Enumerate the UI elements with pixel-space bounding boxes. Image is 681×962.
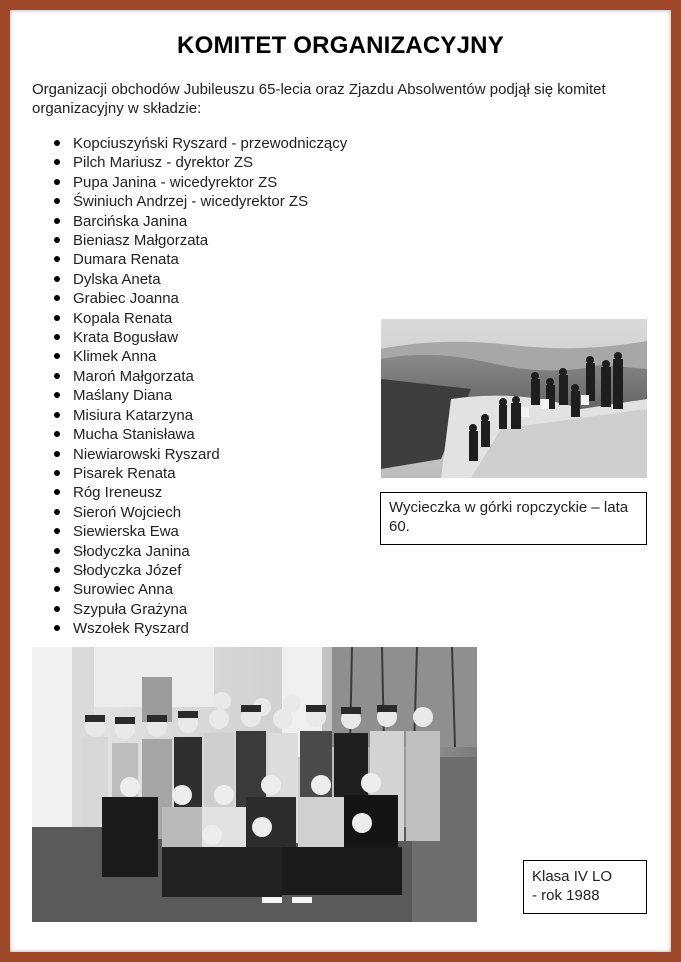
member-name: Róg Ireneusz (73, 484, 163, 502)
member-name: Krata Bogusław (73, 329, 179, 347)
member-list-item (54, 406, 347, 425)
member-name: Słodyczka Józef (73, 561, 182, 579)
bullet-icon (54, 548, 60, 554)
member-name: Dumara Renata (73, 251, 179, 269)
member-list-item (54, 522, 347, 541)
excursion-photo (381, 319, 647, 478)
member-list-item (54, 483, 347, 502)
member-name: Bieniasz Małgorzata (73, 232, 209, 250)
bullet-icon (54, 198, 60, 204)
bullet-icon (54, 567, 60, 573)
member-name: Wszołek Ryszard (73, 620, 189, 638)
member-name: Pilch Mariusz - dyrektor ZS (73, 154, 254, 172)
member-name: Kopciuszyński Ryszard - przewodniczący (73, 135, 348, 152)
member-list-item (54, 464, 347, 483)
member-list-item (54, 619, 347, 638)
bullet-icon (54, 412, 60, 418)
member-name: Niewiarowski Ryszard (73, 445, 220, 463)
member-list-item (54, 425, 347, 444)
bullet-icon (54, 431, 60, 437)
member-list-item (54, 367, 347, 386)
class-caption (523, 860, 647, 914)
member-list-item (54, 542, 347, 561)
member-list-item (54, 153, 347, 172)
member-name: Sieroń Wojciech (73, 503, 182, 521)
page-title: KOMITET ORGANIZACYJNY (177, 32, 504, 59)
member-list-item (54, 212, 347, 231)
excursion-caption: Wycieczka w górki ropczyckie – lata 60. (380, 492, 647, 545)
member-list-item (54, 289, 347, 308)
member-name: Surowiec Anna (73, 581, 174, 599)
member-name: Klimek Anna (73, 348, 157, 366)
bullet-icon (54, 470, 60, 476)
member-list-item (54, 192, 347, 211)
bullet-icon (54, 218, 60, 224)
class-caption-line1: Klasa IV LO (532, 868, 613, 885)
member-list-item (54, 503, 347, 522)
bullet-icon (54, 392, 60, 398)
bullet-icon (54, 159, 60, 165)
bullet-icon (54, 334, 60, 340)
member-name: Grabiec Joanna (73, 290, 179, 308)
bullet-icon (54, 586, 60, 592)
bullet-icon (54, 625, 60, 631)
bullet-icon (54, 237, 60, 243)
bullet-icon (54, 295, 60, 301)
member-list-item (54, 445, 347, 464)
member-list-item (54, 580, 347, 599)
member-list-item (54, 561, 347, 580)
bullet-icon (54, 606, 60, 612)
member-name: Dylska Aneta (73, 270, 161, 288)
bullet-icon (54, 489, 60, 495)
member-name: Barcińska Janina (73, 212, 188, 230)
member-name: Słodyczka Janina (73, 542, 190, 560)
member-name: Pupa Janina - wicedyrektor ZS (73, 173, 278, 191)
member-name: Misiura Katarzyna (73, 406, 194, 424)
member-list-item (54, 250, 347, 269)
member-list-item (54, 386, 347, 405)
member-name: Świniuch Andrzej - wicedyrektor ZS (73, 193, 309, 211)
bullet-icon (54, 353, 60, 359)
member-list-item (54, 347, 347, 366)
member-name: Maroń Małgorzata (73, 367, 194, 385)
bullet-icon (54, 179, 60, 185)
bullet-icon (54, 373, 60, 379)
member-list-item (54, 270, 347, 289)
bullet-icon (54, 256, 60, 262)
member-list-item (54, 328, 347, 347)
class-photo (32, 647, 477, 922)
bullet-icon (54, 140, 60, 146)
member-list-item (54, 231, 347, 250)
member-name: Mucha Stanisława (73, 426, 195, 444)
bullet-icon (54, 509, 60, 515)
member-list-item (54, 173, 347, 192)
bullet-icon (54, 451, 60, 457)
member-name: Pisarek Renata (73, 464, 176, 482)
member-name: Kopala Renata (73, 309, 173, 327)
member-name: Maślany Diana (73, 387, 173, 405)
members-list (54, 134, 347, 639)
member-name: Szypuła Grażyna (73, 600, 188, 618)
intro-paragraph: Organizacji obchodów Jubileuszu 65-lecia oraz Zjazdu Absolwentów podjął się komitet organizacyjny w składzie: (32, 81, 606, 117)
class-caption-line2: - rok 1988 (532, 887, 600, 904)
member-list-item (54, 600, 347, 619)
bullet-icon (54, 276, 60, 282)
member-name: Siewierska Ewa (73, 523, 179, 541)
member-list-item (54, 309, 347, 328)
member-list-item (54, 134, 347, 153)
bullet-icon (54, 528, 60, 534)
bullet-icon (54, 315, 60, 321)
